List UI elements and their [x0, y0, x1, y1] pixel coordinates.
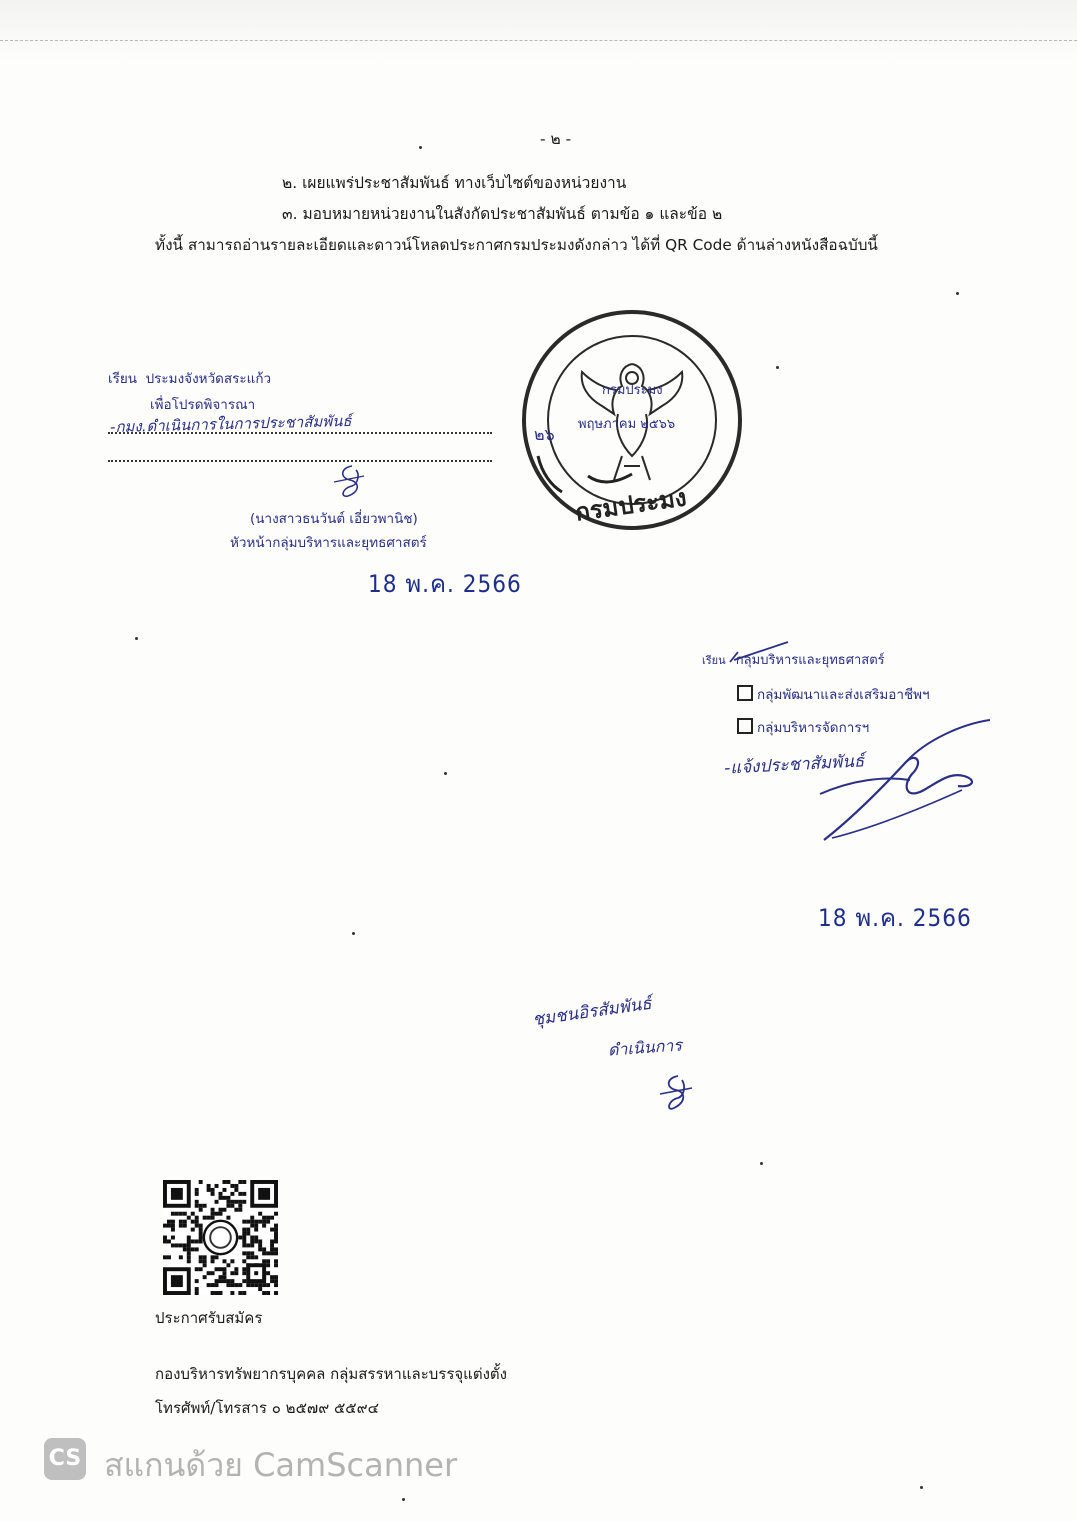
scan-speck	[352, 932, 355, 935]
seal-received-number: ๒๖	[534, 425, 555, 444]
page-number: - ๒ -	[540, 130, 572, 148]
body-line-1: ๒. เผยแพร่ประชาสัมพันธ์ ทางเว็บไซต์ของหน่วยงาน	[282, 174, 627, 192]
scan-speck	[760, 1162, 763, 1165]
body-line-3: ทั้งนี้ สามารถอ่านรายละเอียดและดาวน์โหลดประกาศกรมประมงดังกล่าว ได้ที่ QR Code ด้านล่างหนังสือฉบับนี้	[155, 236, 878, 254]
camscanner-watermark: สแกนด้วย CamScanner	[104, 1446, 458, 1484]
routing-check-mark	[724, 638, 794, 668]
routing-option-2-checkbox[interactable]	[737, 685, 753, 701]
scan-speck	[402, 1498, 405, 1501]
memo-to-value: ประมงจังหวัดสระแก้ว	[145, 371, 272, 387]
scan-speck	[776, 366, 779, 369]
routing-handwritten-note: -แจ้งประชาสัมพันธ์	[723, 751, 865, 779]
handwritten-signature-2	[654, 1072, 698, 1118]
memo-signer-name: (นางสาวธนวันต์ เอี่ยวพานิช)	[250, 511, 418, 527]
seal-received-text: กรมประมง	[602, 383, 663, 398]
scan-speck	[956, 292, 959, 295]
routing-option-3-checkbox[interactable]	[737, 718, 753, 734]
seal-received-date: พฤษภาคม ๒๕๖๖	[578, 417, 676, 432]
handwritten-note-3: ดำเนินการ	[607, 1035, 683, 1060]
memo-dotted-line-1	[108, 432, 492, 434]
routing-to-prefix: เรียน	[702, 654, 726, 667]
paper-top-edge	[0, 0, 1077, 60]
scan-speck	[135, 637, 138, 640]
handwritten-note-2: ชุมชนอิรสัมพันธ์	[531, 993, 653, 1031]
seal-agency-text: กรมประมง	[573, 483, 689, 527]
scan-speck	[419, 146, 422, 149]
camscanner-logo: CS	[44, 1438, 86, 1480]
memo-signer-title: หัวหน้ากลุ่มบริหารและยุทธศาสตร์	[230, 535, 427, 551]
routing-signature	[812, 718, 990, 846]
memo-purpose: เพื่อโปรดพิจารณา	[150, 397, 256, 413]
memo-signature	[330, 462, 370, 508]
fold-line	[0, 40, 1077, 41]
routing-option-2	[737, 683, 930, 705]
qr-code-pattern	[163, 1180, 278, 1295]
routing-option-3-label: กลุ่มบริหารจัดการฯ	[757, 720, 870, 736]
routing-date-stamp: 18 พ.ค. 2566	[818, 904, 972, 932]
official-seal	[518, 306, 746, 534]
routing-checked-option: กลุ่มบริหารและยุทธศาสตร์	[735, 653, 885, 668]
footer-department: กองบริหารทรัพยากรบุคคล กลุ่มสรรหาและบรรจุแต่งตั้ง	[155, 1365, 507, 1383]
memo-dotted-line-2	[108, 460, 492, 462]
qr-code[interactable]	[163, 1180, 278, 1295]
qr-caption: ประกาศรับสมัคร	[155, 1309, 263, 1327]
footer-phone: โทรศัพท์/โทรสาร ๐ ๒๕๗๙ ๕๕๙๔	[155, 1399, 379, 1417]
body-line-2: ๓. มอบหมายหน่วยงานในสังกัดประชาสัมพันธ์ ตามข้อ ๑ และข้อ ๒	[282, 205, 723, 223]
scan-speck	[444, 772, 447, 775]
memo-to-label: เรียน	[108, 371, 138, 387]
memo-date-stamp: 18 พ.ค. 2566	[368, 570, 522, 598]
memo-handwritten-note: -กมง.ดำเนินการในการประชาสัมพันธ์	[109, 411, 352, 437]
scan-speck	[920, 1486, 923, 1489]
routing-option-2-label: กลุ่มพัฒนาและส่งเสริมอาชีพฯ	[757, 687, 930, 703]
memo-to	[108, 367, 271, 389]
